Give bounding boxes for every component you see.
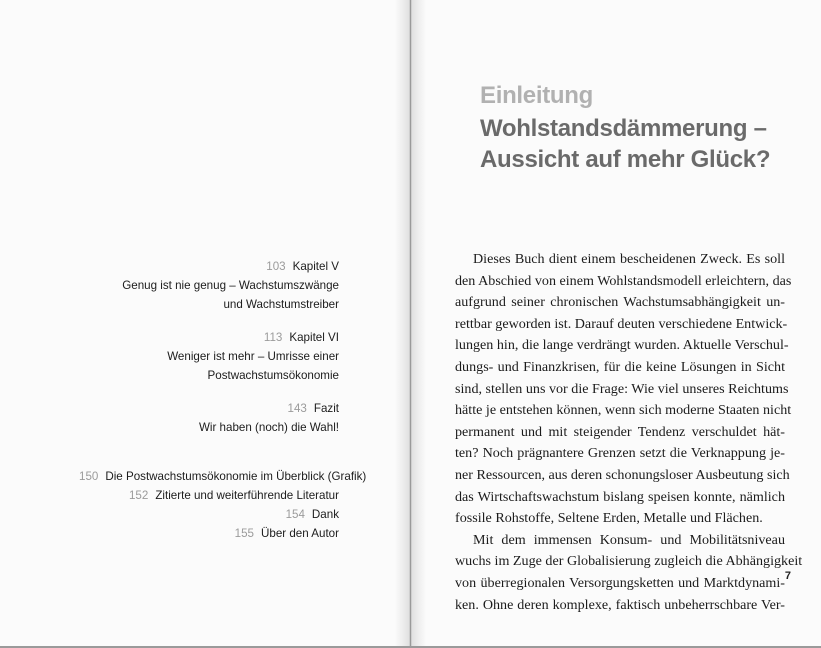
text-line: ten? Noch prägnantere Grenzen setzt die Verknappung je-: [455, 445, 785, 462]
toc-page-number: 103: [266, 260, 286, 273]
chapter-title-line: Aussicht auf mehr Glück?: [480, 146, 771, 173]
body-text: [455, 249, 803, 616]
text-line: den Abschied von einem Wohlstandsmodell erleichtern, das: [455, 272, 792, 289]
table-of-contents: [79, 257, 367, 543]
toc-appendix-label: Die Postwachstumsökonomie im Überblick (Grafik): [105, 470, 367, 483]
text-line: Mit dem immensen Konsum- und Mobilitätsniveau: [473, 531, 785, 548]
chapter-label: Einleitung: [480, 82, 593, 109]
text-line: aufgrund seiner chronischen Wachstumsabhängigkeit un-: [455, 294, 785, 311]
toc-page-number: 155: [234, 527, 254, 540]
text-line: Dieses Buch dient einem bescheidenen Zweck. Es soll: [473, 251, 785, 267]
toc-entry: [79, 399, 339, 437]
text-line: rettbar geworden ist. Darauf deuten verschiedene Entwick-: [455, 315, 788, 332]
text-line: lungen hin, die lange verdrängt wurden. Aktuelle Verschul-: [455, 337, 789, 354]
gutter-shadow-left: [395, 0, 409, 646]
left-page: [0, 0, 410, 646]
right-page: [411, 0, 821, 646]
text-line: sind, stellen uns vor die Frage: Wie viel unseres Reichtums: [455, 380, 789, 397]
gutter-shadow-right: [412, 0, 426, 646]
toc-title-line: Genug ist nie genug – Wachstumszwänge: [122, 279, 339, 292]
toc-entry: [79, 257, 339, 314]
paragraph-1: [455, 249, 792, 530]
text-line: von überregionalen Versorgungsketten und Marktdynami-: [455, 574, 785, 591]
paragraph-2: [455, 530, 803, 616]
toc-page-number: 150: [79, 470, 99, 483]
toc-chapter-label: Fazit: [313, 402, 339, 415]
toc-appendix-label: Zitierte und weiterführende Literatur: [155, 489, 339, 502]
text-line: permanent und mit steigender Tendenz verschuldet hät-: [455, 423, 785, 440]
toc-appendix: [79, 467, 367, 543]
toc-page-number: 143: [287, 402, 307, 415]
text-line: das Wirtschaftswachstum bislang speisen konnte, nämlich: [455, 488, 785, 505]
chapter-title-line: Wohlstandsdämmerung –: [480, 115, 767, 142]
text-line: ken. Ohne deren komplexe, faktisch unbeherrschbare Ver-: [455, 596, 785, 613]
text-line: ner Ressourcen, aus deren schonungsloser Ausbeutung sich: [455, 466, 790, 483]
toc-title-line: Wir haben (noch) die Wahl!: [198, 421, 339, 434]
toc-title-line: Postwachstumsökonomie: [207, 369, 339, 382]
toc-page-number: 154: [285, 508, 305, 521]
toc-page-number: 152: [128, 489, 149, 502]
toc-entry: [79, 328, 339, 385]
toc-chapter-label: Kapitel V: [292, 260, 339, 273]
toc-chapter-label: Kapitel VI: [289, 331, 339, 344]
toc-title-line: Weniger ist mehr – Umrisse einer: [167, 350, 339, 363]
page-number: 7: [784, 570, 791, 582]
toc-title-line: und Wachstumstreiber: [223, 298, 339, 311]
text-line: fossile Rohstoffe, Seltene Erden, Metalle und Flächen.: [455, 510, 763, 527]
toc-appendix-label: Über den Autor: [261, 527, 339, 540]
text-line: dungs- und Finanzkrisen, für die keine Lösungen in Sicht: [455, 358, 785, 375]
text-line: hätte je entstehen können, wenn sich moderne Staaten nicht: [455, 402, 792, 419]
toc-page-number: 113: [263, 331, 283, 344]
toc-appendix-label: Dank: [311, 508, 339, 521]
text-line: wuchs im Zuge der Globalisierung zugleich die Abhängigkeit: [455, 553, 803, 570]
chapter-title: [480, 113, 770, 175]
